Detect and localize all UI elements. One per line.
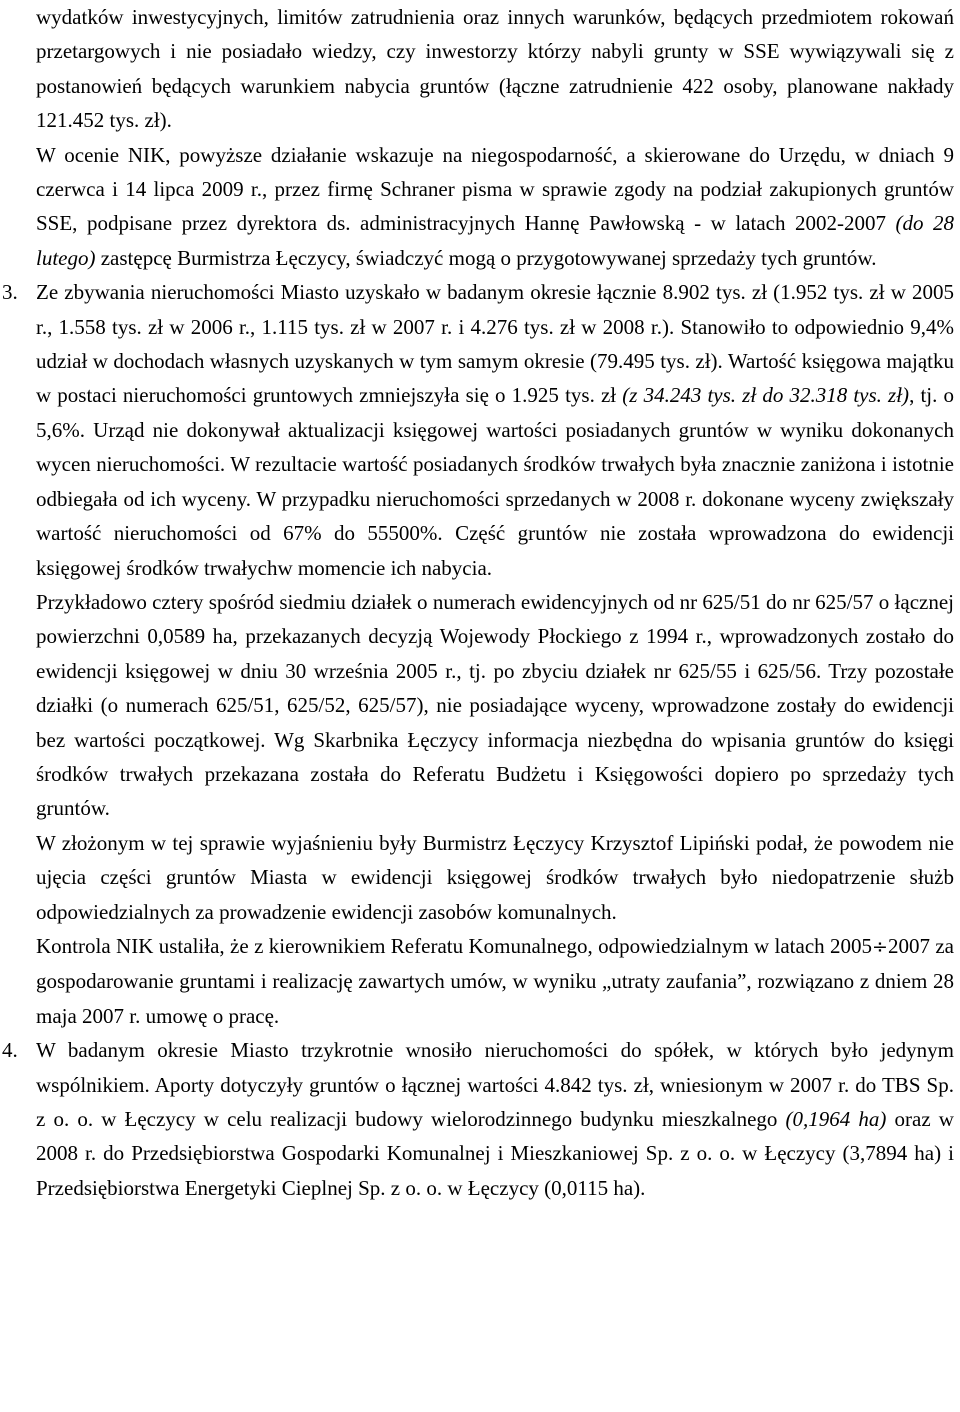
section-3-p4-b: 2007 za gospodarowanie gruntami i realizację zawartych umów, w wyniku „utraty zaufania”, rozwiązano z dniem 28 maja 2007 r. umowę o pracę.: [36, 933, 954, 1028]
section-3-number: 3.: [2, 280, 18, 305]
section-3-text-a: Ze zbywania nieruchomości Miasto uzyskało w badanym okresie łącznie 8.902 tys. zł (1.952 tys. zł w 2005 r., 1.558 tys. zł w 2006 r., 1.115 tys. zł w 2007 r. i 4.276 tys. zł w 2008 r.). Stanowiło to odpowiednio 9,4% udział w dochodach własnych uzyskanych w tym samym okresie (79.495 tys. zł). Wartość księgowa majątku w postaci nieruchomości gruntowych zmniejszyła się o 1.925 tys. zł: [36, 280, 954, 408]
section-3-text-b: , tj. o 5,6%. Urząd nie dokonywał aktualizacji księgowej wartości posiadanych gruntów w wyniku dokonanych wycen nieruchomości. W rezultacie wartość posiadanych środków trwałych była znacznie zaniżona i istotnie odbiegała od ich wyceny. W przypadku nieruchomości sprzedanych w 2008 r. dokonane wyceny zwiększały wartość nieruchomości od 67% do 55500%. Część gruntów nie została wprowadzona do ewidencji księgowej środków trwałychw momencie ich nabycia.: [36, 383, 955, 580]
assessment-tail: zastępcę Burmistrza Łęczycy, świadczyć mogą o przygotowywanej sprzedaży tych gruntów.: [95, 245, 877, 270]
section-4-text-b: oraz w 2008 r. do Przedsiębiorstwa Gospodarki Komunalnej i Mieszkaniowej Sp. z o. o. w Łęczycy (3,7894 ha) i Przedsiębiorstwa Energetyki Cieplnej Sp. z o. o. w Łęczycy (0,0115 ha).: [36, 1107, 954, 1200]
section-3: [2, 275, 955, 1033]
section-3-paragraph-3: W złożonym w tej sprawie wyjaśnieniu były Burmistrz Łęczycy Krzysztof Lipiński podał, że powodem nie ujęcia części gruntów Miasta w ewidencji księgowej środków trwałych było niedopatrzenie służb odpowiedzialnych za prowadzenie ewidencji zasobów komunalnych.: [36, 830, 954, 924]
document-page: [2, 0, 955, 1205]
division-symbol: ÷: [872, 935, 888, 958]
assessment-text: W ocenie NIK, powyższe działanie wskazuje na niegospodarność, a skierowane do Urzędu, w dniach 9 czerwca i 14 lipca 2009 r., przez firmę Schraner pisma w sprawie zgody na podział zakupionych gruntów SSE, podpisane przez dyrektora ds. administracyjnych Hannę Pawłowską - w latach 2002-2007: [36, 142, 954, 236]
section-3-paragraph-1: [36, 275, 954, 585]
section-3-paragraph-4: [36, 929, 954, 1033]
assessment-italic: (do 28 lutego): [36, 211, 954, 270]
section-4-text-a: W badanym okresie Miasto trzykrotnie wnosiło nieruchomości do spółek, w których było jedynym wspólnikiem. Aporty dotyczyły gruntów o łącznej wartości 4.842 tys. zł, wniesionym w 2007 r. do TBS Sp. z o. o. w Łęczycy w celu realizacji budowy wielorodzinnego budynku mieszkalnego: [36, 1038, 954, 1131]
intro-section: [36, 0, 954, 275]
section-3-paragraph-2: Przykładowo cztery spośród siedmiu działek o numerach ewidencyjnych od nr 625/51 do nr 625/57 o łącznej powierzchni 0,0589 ha, przekazanych decyzją Wojewody Płockiego z 1994 r., wprowadzonych zostało do ewidencji księgowej w dniu 30 września 2005 r., tj. po zbyciu działek nr 625/55 i 625/56. Trzy pozostałe działki (o numerach 625/51, 625/52, 625/57), nie posiadające wyceny, wprowadzone zostały do ewidencji bez wartości początkowej. Wg Skarbnika Łęczycy informacja niezbędna do wpisania gruntów do księgi środków trwałych przekazana została do Referatu Budżetu i Księgowości dopiero po sprzedaży tych gruntów.: [36, 589, 954, 821]
section-3-italic: (z 34.243 tys. zł do 32.318 tys. zł): [622, 383, 910, 408]
section-3-p4-a: Kontrola NIK ustaliła, że z kierownikiem Referatu Komunalnego, odpowiedzialnym w latach 2005: [36, 933, 873, 958]
section-4-italic: (0,1964 ha): [785, 1107, 887, 1131]
section-4-paragraph: [36, 1033, 954, 1205]
section-4: [2, 1033, 954, 1205]
paragraph-nik-assessment: [36, 138, 954, 276]
section-4-number: 4.: [2, 1038, 18, 1063]
paragraph-intro: wydatków inwestycyjnych, limitów zatrudnienia oraz innych warunków, będących przedmiotem rokowań przetargowych i nie posiadało wiedzy, czy inwestorzy którzy nabyli grunty w SSE wywiązywali się z postanowień będących warunkiem nabycia gruntów (łączne zatrudnienie 422 osoby, planowane nakłady 121.452 tys. zł).: [36, 5, 954, 133]
